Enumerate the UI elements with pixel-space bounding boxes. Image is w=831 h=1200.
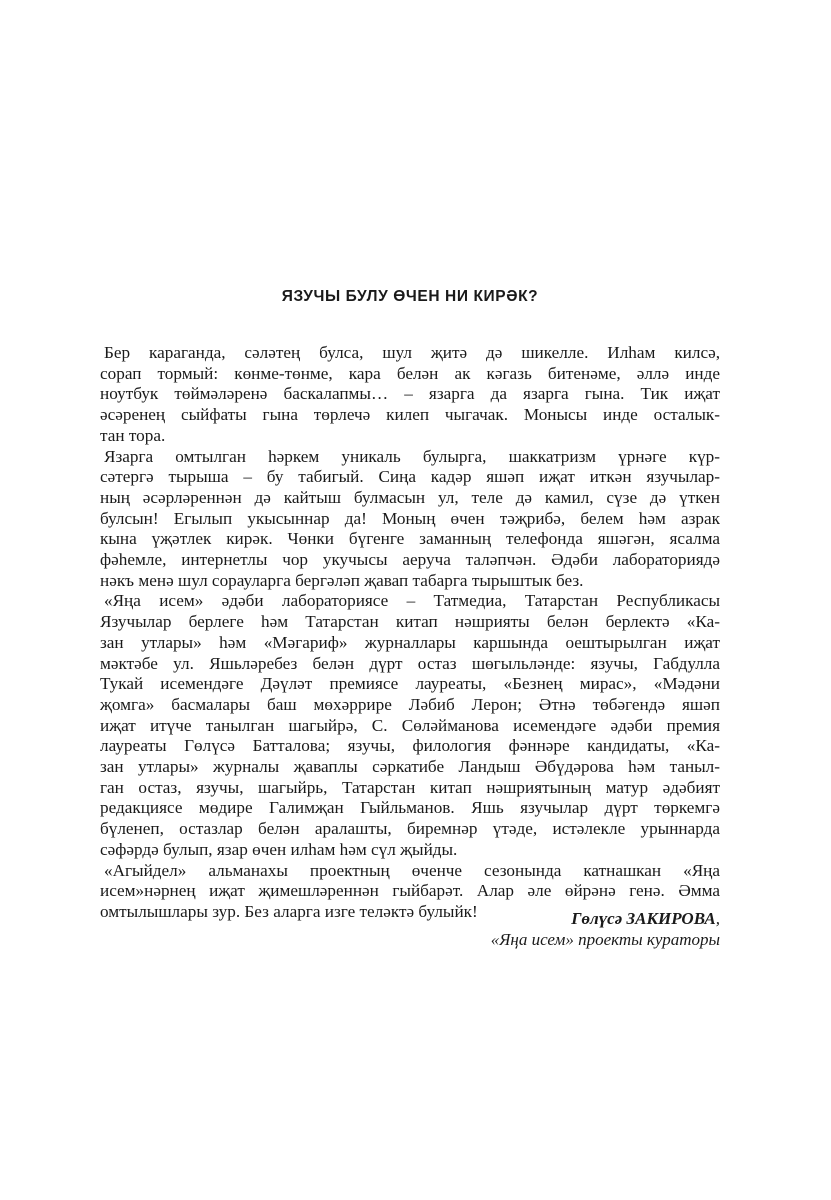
article-title: ЯЗУЧЫ БУЛУ ӨЧЕН НИ КИРӘК? [281,288,539,305]
paragraph-2 [100,447,720,592]
author-surname: ЗАКИРОВА [626,909,716,928]
text-line: иҗат итүче танылган шагыйрә, С. Сөләйманова исемендәге әдәби премия [100,715,720,735]
paragraph-1 [100,343,720,447]
text-line: Тукай исемендәге Дәүләт премиясе лауреаты, «Безнең мирас», «Мәдәни [100,674,720,694]
text-line: сорап тормый: көнме-төнме, кара белән ак кәгазь битенәме, әллә инде [100,363,720,383]
text-line: ның әсәрләреннән дә кайтыш булмасын ул, теле дә камил, сүзе дә үткен [100,487,720,507]
text-line: «Яңа исем» әдәби лабораториясе – Татмедиа, Татарстан Республикасы [104,591,720,611]
text-line: лауреаты Гөлүсә Батталова; язучы, филология фәннәре кандидаты, «Ка- [100,736,720,756]
author-name-comma: , [715,909,720,928]
text-line: ган остаз, язучы, шагыйрь, Татарстан китап нәшриятының матур әдәбият [100,777,720,797]
author-role: «Яңа исем» проекты кураторы [490,930,720,949]
text-line: тан тора. [100,425,166,445]
text-line: Язарга омтылган һәркем уникаль булырга, шаккатризм үрнәге күр- [104,446,720,466]
text-line: «Агыйдел» альманахы проектның өченче сезонында катнашкан «Яңа [104,860,720,880]
text-line: сәфәрдә булып, язар өчен илһам һәм сүл җыйды. [100,839,458,859]
page [100,0,720,1200]
text-line: ноутбук төймәләренә баскалапмы… – язарга да язарга гына. Тик иҗат [100,384,720,404]
text-line: фәһемле, интернетлы чор укучысы аеруча таләпчән. Әдәби лабораториядә [100,550,720,570]
text-line: зан утлары» һәм «Мәгариф» журналлары каршында оештырылган иҗат [100,632,720,652]
article-body [100,343,720,923]
text-line: җомга» басмалары баш мөхәррире Ләбиб Лерон; Әтнә төбәгендә яшәп [100,694,720,714]
text-line: исем»нәрнең иҗат җимешләреннән гыйбарәт. Алар әле өйрәнә генә. Әмма [100,881,720,901]
text-line: мәктәбе ул. Яшьләребез белән дүрт остаз шөгыльләнде: язучы, Габдулла [100,653,720,673]
author-name [491,908,720,929]
text-line: сәтергә тырыша – бу табигый. Сиңа кадәр яшәп иҗат иткән язучылар- [100,467,720,487]
text-line: әсәренең сыйфаты гына төрлечә килеп чыгачак. Монысы инде осталык- [100,405,720,425]
text-line: Бер караганда, сәләтең булса, шул җитә дә шикелле. Илһам килсә, [104,343,720,362]
text-line: омтылышлары зур. Без аларга изге теләктә булыйк! [100,901,478,921]
author-given-name: Гөлүсә [571,909,623,928]
author-signature [491,908,720,950]
text-line: нәкъ менә шул сорауларга бергәләп җавап табарга тырыштык без. [100,570,584,590]
text-line: булсын! Егылып укысыннар да! Моның өчен тәҗрибә, белем һәм азрак [100,508,720,528]
text-line: редакциясе мөдире Галимҗан Гыйльманов. Яшь язучылар дүрт төркемгә [100,798,720,818]
text-line: кына үҗәтлек кирәк. Чөнки бүгенге заманның телефонда яшәгән, ясалма [100,529,720,549]
text-line: Язучылар берлеге һәм Татарстан китап нәшрияты белән берлектә «Ка- [100,612,720,632]
text-line: бүленеп, остазлар белән аралашты, биремнәр үтәде, истәлекле урыннарда [100,819,720,839]
text-line: зан утлары» журналы җаваплы сәркатибе Ландыш Әбүдәрова һәм таныл- [100,757,720,777]
paragraph-3 [100,591,720,860]
